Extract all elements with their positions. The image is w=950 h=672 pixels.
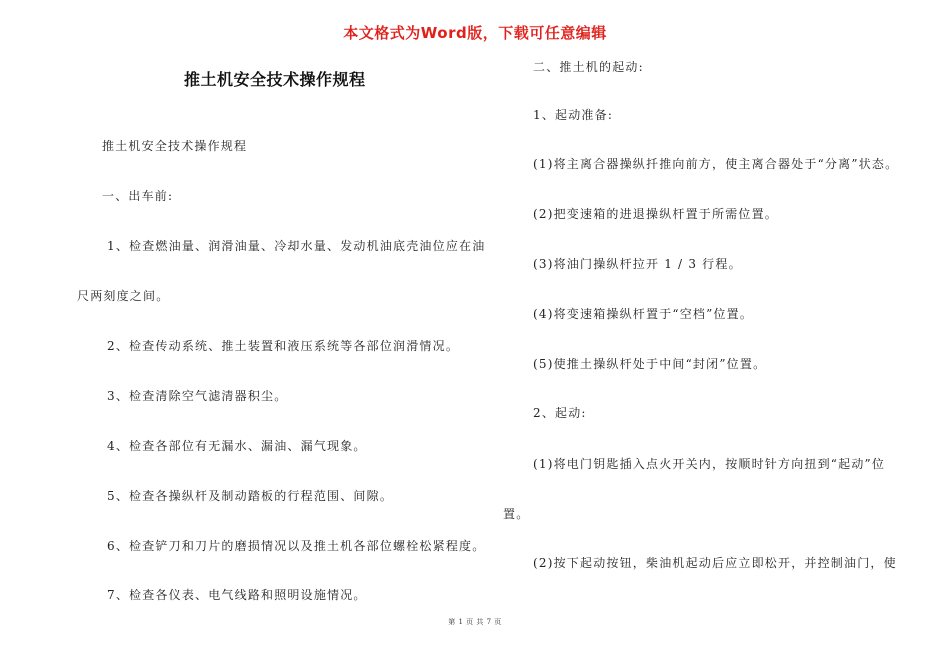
- left-line-item-3: 3、检查清除空气滤清器积尘。: [107, 389, 288, 403]
- right-line-prep-4: (4)将变速箱操纵杆置于“空档”位置。: [533, 307, 754, 321]
- left-line-subtitle: 推土机安全技术操作规程: [102, 139, 248, 153]
- right-line-prep-2: (2)把变速箱的进退操纵杆置于所需位置。: [533, 207, 778, 221]
- left-line-item-4: 4、检查各部位有无漏水、漏油、漏气现象。: [107, 439, 367, 453]
- word-format-banner: 本文格式为Word版，下载可任意编辑: [343, 24, 607, 42]
- left-line-item-1: 1、检查燃油量、润滑油量、冷却水量、发动机油底壳油位应在油: [107, 239, 486, 253]
- right-line-prep-1: (1)将主离合器操纵扦推向前方，使主离合器处于“分离”状态。: [533, 157, 899, 171]
- left-line-item-6: 6、检查铲刀和刀片的磨损情况以及推土机各部位螺栓松紧程度。: [107, 539, 486, 553]
- left-line-section-heading: 一、出车前:: [102, 189, 174, 203]
- left-line-item-1-continued: 尺两刻度之间。: [77, 289, 170, 303]
- right-line-prep-3: (3)将油门操纵杆拉开 1 / 3 行程。: [533, 257, 742, 271]
- left-line-item-2: 2、检查传动系统、推土装置和液压系统等各部位润滑情况。: [107, 339, 460, 353]
- right-line-start-2: (2)按下起动按钮，柴油机起动后应立即松开，并控制油门，使: [533, 556, 897, 570]
- right-line-start-1-continued: 置。: [503, 507, 530, 521]
- right-line-prep-5: (5)使推土操纵杆处于中间“封闭”位置。: [533, 357, 767, 371]
- page-indicator: 第 1 页 共 7 页: [448, 618, 502, 626]
- right-line-start-prep: 1、起动准备:: [533, 108, 614, 122]
- document-title: 推土机安全技术操作规程: [184, 70, 366, 89]
- right-line-section-heading: 二、推土机的起动:: [533, 60, 644, 74]
- right-line-start-1: (1)将电门钥匙插入点火开关内，按顺时针方向扭到“起动”位: [533, 457, 886, 471]
- left-line-item-5: 5、检查各操纵杆及制动踏板的行程范围、间隙。: [107, 489, 394, 503]
- right-line-start-heading: 2、起动:: [533, 406, 587, 420]
- left-line-item-7: 7、检查各仪表、电气线路和照明设施情况。: [107, 588, 367, 602]
